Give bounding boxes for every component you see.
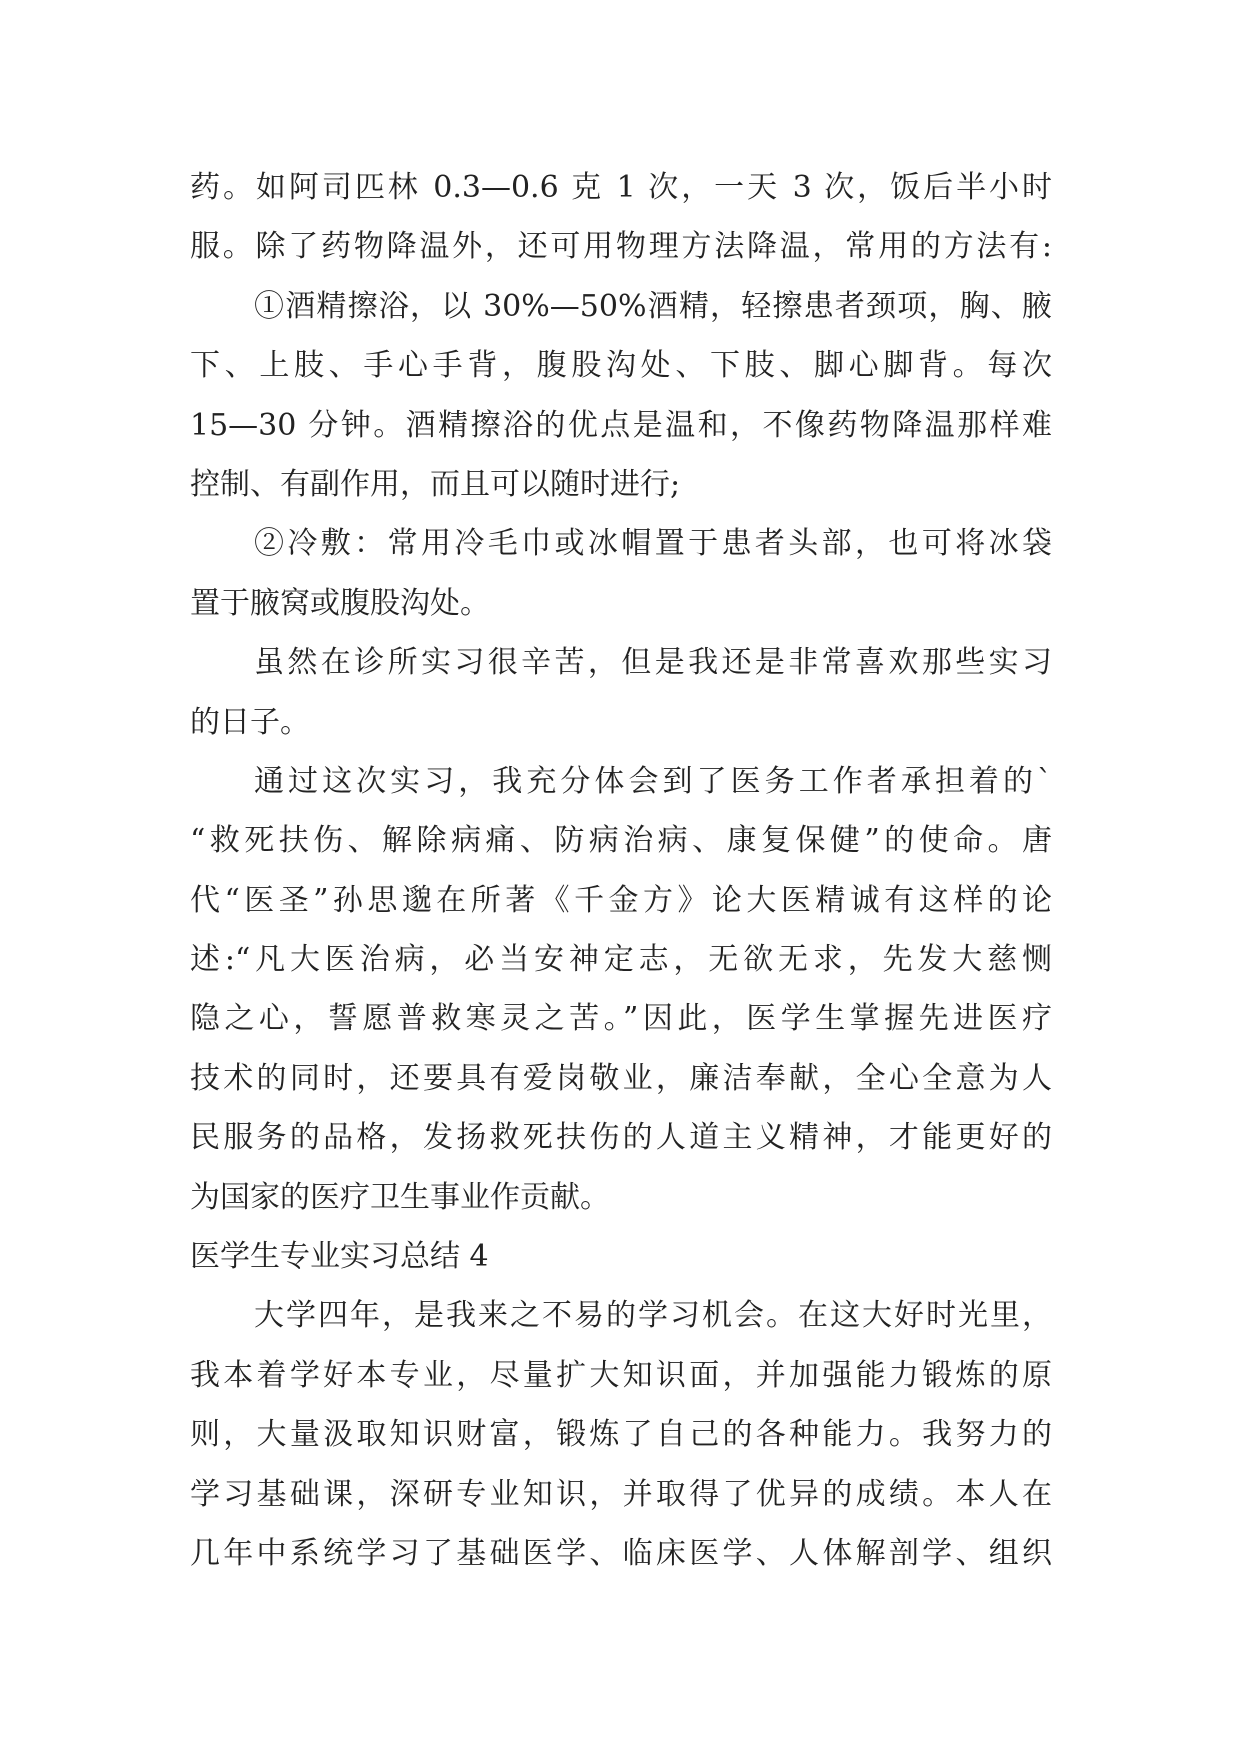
text-line: 控制、有副作用，而且可以随时进行; <box>190 466 681 502</box>
text-line: 技术的同时，还要具有爱岗敬业，廉洁奉献，全心全意为人 <box>190 1060 1052 1096</box>
text-line: 隐之心，誓愿普救寒灵之苦。”因此，医学生掌握先进医疗 <box>190 1001 1052 1037</box>
text-line: 置于腋窝或腹股沟处。 <box>190 585 490 621</box>
text-line: 则，大量汲取知识财富，锻炼了自己的各种能力。我努力的 <box>190 1417 1052 1453</box>
text-line: 药。如阿司匹林 0.3—0.6 克 1 次，一天 3 次，饭后半小时 <box>190 170 1052 205</box>
text-line: 学习基础课，深研专业知识，并取得了优异的成绩。本人在 <box>190 1476 1052 1512</box>
text-line: 大学四年，是我来之不易的学习机会。在这大好时光里， <box>254 1298 1052 1334</box>
text-line: 述:“凡大医治病，必当安神定志，无欲无求，先发大慈恻 <box>190 942 1052 978</box>
text-line: 几年中系统学习了基础医学、临床医学、人体解剖学、组织 <box>190 1535 1052 1571</box>
text-line: 我本着学好本专业，尽量扩大知识面，并加强能力锻炼的原 <box>190 1357 1052 1393</box>
document-body <box>190 158 1052 1583</box>
text-line: ②冷敷：常用冷毛巾或冰帽置于患者头部，也可将冰袋 <box>254 526 1052 562</box>
text-line: 服。除了药物降温外，还可用物理方法降温，常用的方法有: <box>190 229 1052 265</box>
text-line: 民服务的品格，发扬救死扶伤的人道主义精神，才能更好的 <box>190 1120 1052 1156</box>
text-line: 下、上肢、手心手背，腹股沟处、下肢、脚心脚背。每次 <box>190 348 1052 384</box>
text-line: 虽然在诊所实习很辛苦，但是我还是非常喜欢那些实习 <box>254 645 1052 681</box>
text-line: ①酒精擦浴，以 30%—50%酒精，轻擦患者颈项，胸、腋 <box>254 288 1052 324</box>
text-line: 通过这次实习，我充分体会到了医务工作者承担着的` <box>254 763 1052 799</box>
text-line: 15—30 分钟。酒精擦浴的优点是温和，不像药物降温那样难 <box>190 407 1052 443</box>
section-heading: 医学生专业实习总结 4 <box>190 1239 489 1275</box>
text-line: 为国家的医疗卫生事业作贡献。 <box>190 1179 610 1215</box>
text-line: 的日子。 <box>190 704 310 740</box>
text-line: “救死扶伤、解除病痛、防病治病、康复保健”的使命。唐 <box>190 823 1052 859</box>
text-line: 代“医圣”孙思邈在所著《千金方》论大医精诚有这样的论 <box>190 882 1052 918</box>
